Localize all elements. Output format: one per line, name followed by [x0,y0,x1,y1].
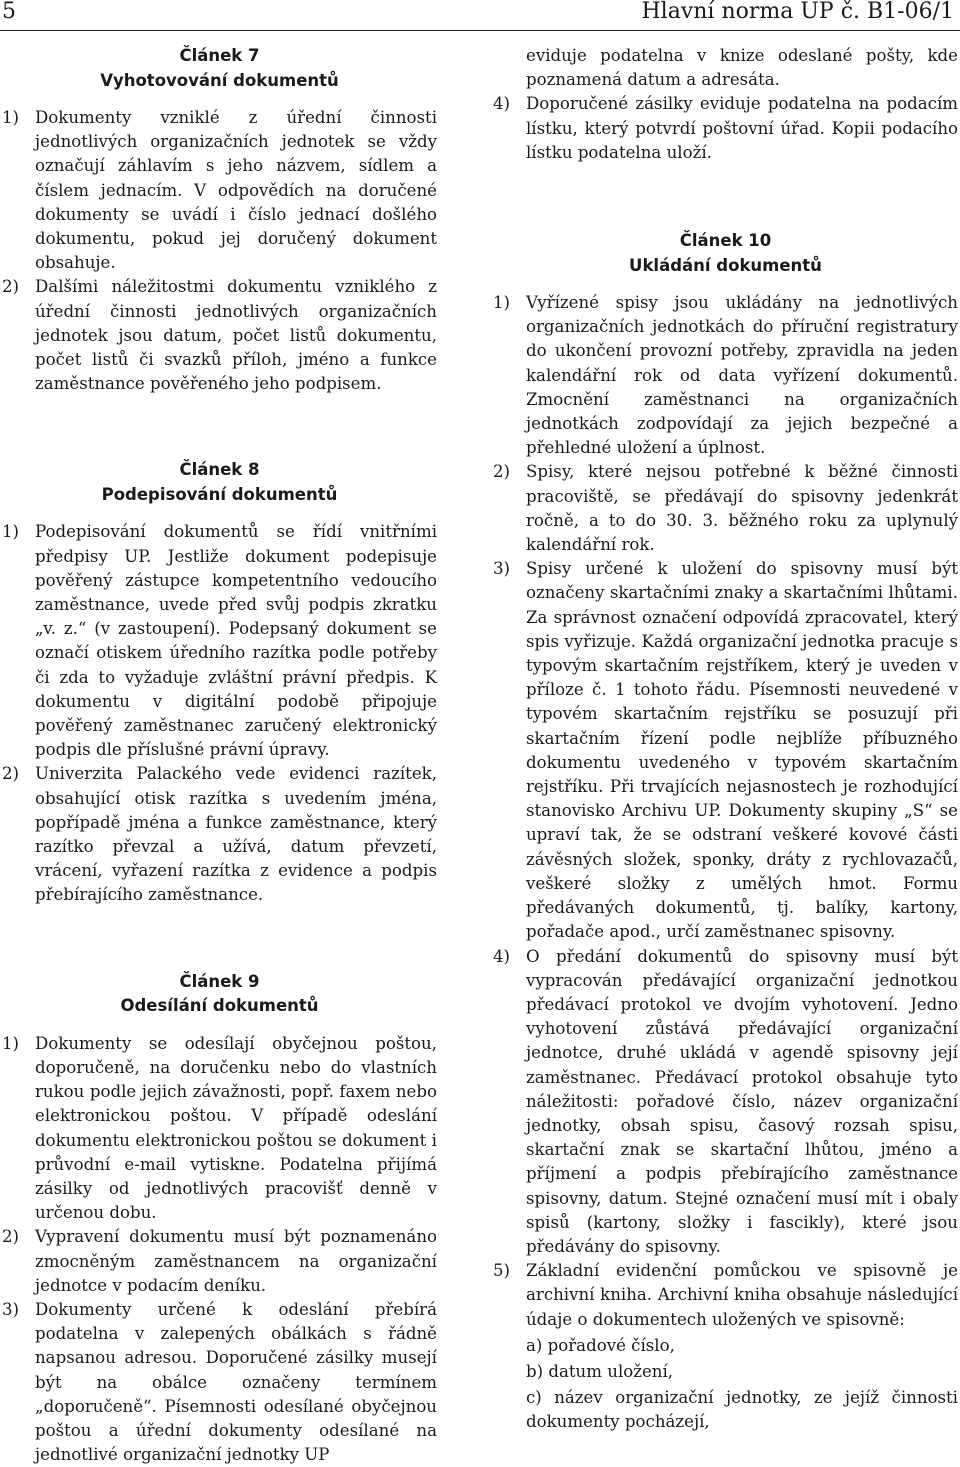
item-list [2,1032,437,1467]
item-text: Spisy určené k uložení do spisovny musí být označeny skartačními znaky a skartačními lhůtami. Za správnost označení odpovídá zpracovatel, který spis vyřizuje. Každá organizační jednotka pracuje s typovým skartačním rejstříkem, který je uveden v příloze č. 1 tohoto řádu. Písemnosti neuvedené v typovém skartačním rejstříku se posuzují při skartačním řízení podle nejblíže příbuzného dokumentu uvedeného v typovém skartačním rejstříku. Při trvajících nejasnostech je rozhodující stanovisko Archivu UP. Dokumenty skupiny „S“ se upraví tak, že se odstraní veškeré kovové části závěsných složek, sponky, dráty z rychlovazačů, veškeré složky z umělých hmot. Formu předávaných dokumentů, tj. balíky, kartony, pořadače apod., určí zaměstnanec spisovny. [526,559,958,942]
item-text: Dokumenty se odesílají obyčejnou poštou, doporučeně, na doručenku nebo do vlastních rukou podle jejich závažnosti, popř. faxem nebo elektronickou poštou. V případě odeslání dokumentu elektronickou poštou se dokument i průvodní e-mail vytiskne. Podatelna přijímá zásilky od jednotlivých pracovišť denně v určenou dobu. [35,1033,437,1223]
item-text: Vypravení dokumentu musí být poznamenáno zmocněným zaměstnancem na organizační jednotce v podacím deníku. [35,1227,437,1295]
item-text: Spisy, které nejsou potřebné k běžné činnosti pracoviště, se předávají do spisovny jedenkrát ročně, a to do 30. 3. běžného roku za uplynulý kalendářní rok. [526,462,958,555]
item-list [493,291,958,1435]
item-number: 3) [493,559,511,579]
left-column [2,44,437,1467]
item-text: Základní evidenční pomůckou ve spisovně je archivní kniha. Archivní kniha obsahuje následující údaje o dokumentech uložených ve spisovně: [526,1261,958,1329]
item-list [2,520,437,907]
item-list [2,106,437,396]
list-item [493,945,958,1260]
item-number: 2) [2,1227,20,1247]
item-text: Vyřízené spisy jsou ukládány na jednotlivých organizačních jednotkách do příruční registratury do ukončení provozní potřeby, zpravidla na jeden kalendářní rok od data vyřízení dokumentů. Zmocnění zaměstnanci na organizačních jednotkách zodpovídají za jejich bezpečné a přehledné uložení a úplnost. [526,293,958,458]
item-text: Dalšími náležitostmi dokumentu vzniklého z úřední činnosti jednotlivých organizačních jednotek jsou datum, počet listů dokumentu, počet listů či svazků příloh, jméno a funkce zaměstnance pověřeného jeho podpisem. [35,277,437,394]
page-number: 5 [2,0,16,24]
article-title: Odesílání dokumentů [120,996,319,1016]
list-item [2,1225,437,1298]
article-number: Článek 8 [179,460,260,480]
article-heading [493,229,958,278]
list-item [2,762,437,907]
article-heading [2,970,437,1019]
item-number: 4) [493,946,511,966]
sub-item: a) pořadové číslo, [526,1335,675,1355]
item-number: 4) [493,94,511,114]
item-number: 2) [2,764,20,784]
sub-item: b) datum uložení, [526,1361,674,1381]
list-item [2,1298,437,1467]
article-title: Ukládání dokumentů [629,255,822,275]
article-number: Článek 7 [179,46,260,65]
item-number: 1) [2,108,20,127]
item-number: 1) [2,522,20,542]
item-number: 2) [493,462,511,482]
item-text: O předání dokumentů do spisovny musí být vypracován předávající organizační jednotkou předávací protokol ve dvojím vyhotovení. Jedno vyhotovení zůstává předávající organizační jednotce, druhé ukládá v agendě spisovny její zaměstnanec. Předávací protokol obsahuje tyto náležitosti: pořadové číslo, název organizační jednotky, obsah spisu, časový rozsah spisu, skartační znak se skartační lhůtou, jméno a příjmení a podpis přebírajícího zaměstnance spisovny, datum. Stejné označení musí mít i obaly spisů (kartony, složky i fascikly), které jsou předávány do spisovny. [526,946,958,1256]
list-item [2,275,437,396]
item-text: Dokumenty určené k odeslání přebírá podatelna v zalepených obálkách s řádně napsanou adresou. Doporučené zásilky musejí být na obálce označeny termínem „doporučeně“. Písemnosti odesílané obyčejnou poštou a úřední dokumenty odesílané na jednotlivé organizační jednotky UP [35,1299,437,1465]
sub-item: c) název organizační jednotky, ze jejíž činnosti dokumenty pocházejí, [526,1388,958,1432]
article-title: Vyhotovování dokumentů [100,70,339,90]
page-header [0,0,960,31]
right-column [493,44,958,1437]
norm-title: Hlavní norma UP č. B1-06/1 [641,0,954,24]
list-item [493,557,958,944]
list-item [2,1032,437,1226]
list-item [493,1259,958,1434]
article-heading [2,44,437,93]
item-number: 1) [2,1033,20,1053]
item-number: 3) [2,1299,20,1319]
item-number: 5) [493,1261,511,1281]
continued-text: eviduje podatelna v knize odeslané pošty, kde poznamená datum a adresáta. [526,46,958,90]
item-number: 2) [2,277,20,297]
list-item [493,92,958,165]
item-text: Doporučené zásilky eviduje podatelna na podacím lístku, který potvrdí poštovní úřad. Kopii podacího lístku podatelna uloží. [526,94,958,162]
list-item [493,460,958,557]
article-heading [2,458,437,507]
list-item [2,520,437,762]
list-item [493,291,958,460]
item-text: Podepisování dokumentů se řídí vnitřními předpisy UP. Jestliže dokument podepisuje pověřený zástupce kompetentního vedoucího zaměstnance, uvede před svůj podpis zkratku „v. z.“ (v zastoupení). Podepsaný dokument se označí otiskem úředního razítka podle potřeby či zda to vyžaduje zvláštní právní předpis. K dokumentu v digitální podobě připojuje pověřený zaměstnanec zaručený elektronický podpis dle příslušné právní úpravy. [35,522,437,760]
article-number: Článek 9 [179,971,260,991]
article-title: Podepisování dokumentů [101,484,338,504]
item-list [493,92,958,165]
item-text: Dokumenty vzniklé z úřední činnosti jednotlivých organizačních jednotek se vždy označují záhlavím s jeho názvem, sídlem a číslem jednacím. V odpovědích na doručené dokumenty se uvádí i číslo jednací došlého dokumentu, pokud jej doručený dokument obsahuje. [35,108,437,273]
item-text: Univerzita Palackého vede evidenci razítek, obsahující otisk razítka s uvedením jména, popřípadě jména a funkce zaměstnance, který razítko převzal a užívá, datum převzetí, vrácení, vyřazení razítka z evidence a podpis přebírajícího zaměstnance. [35,764,437,905]
item-number: 1) [493,293,511,313]
sub-list [526,1334,958,1435]
article-number: Článek 10 [679,231,772,251]
list-item [2,106,437,275]
